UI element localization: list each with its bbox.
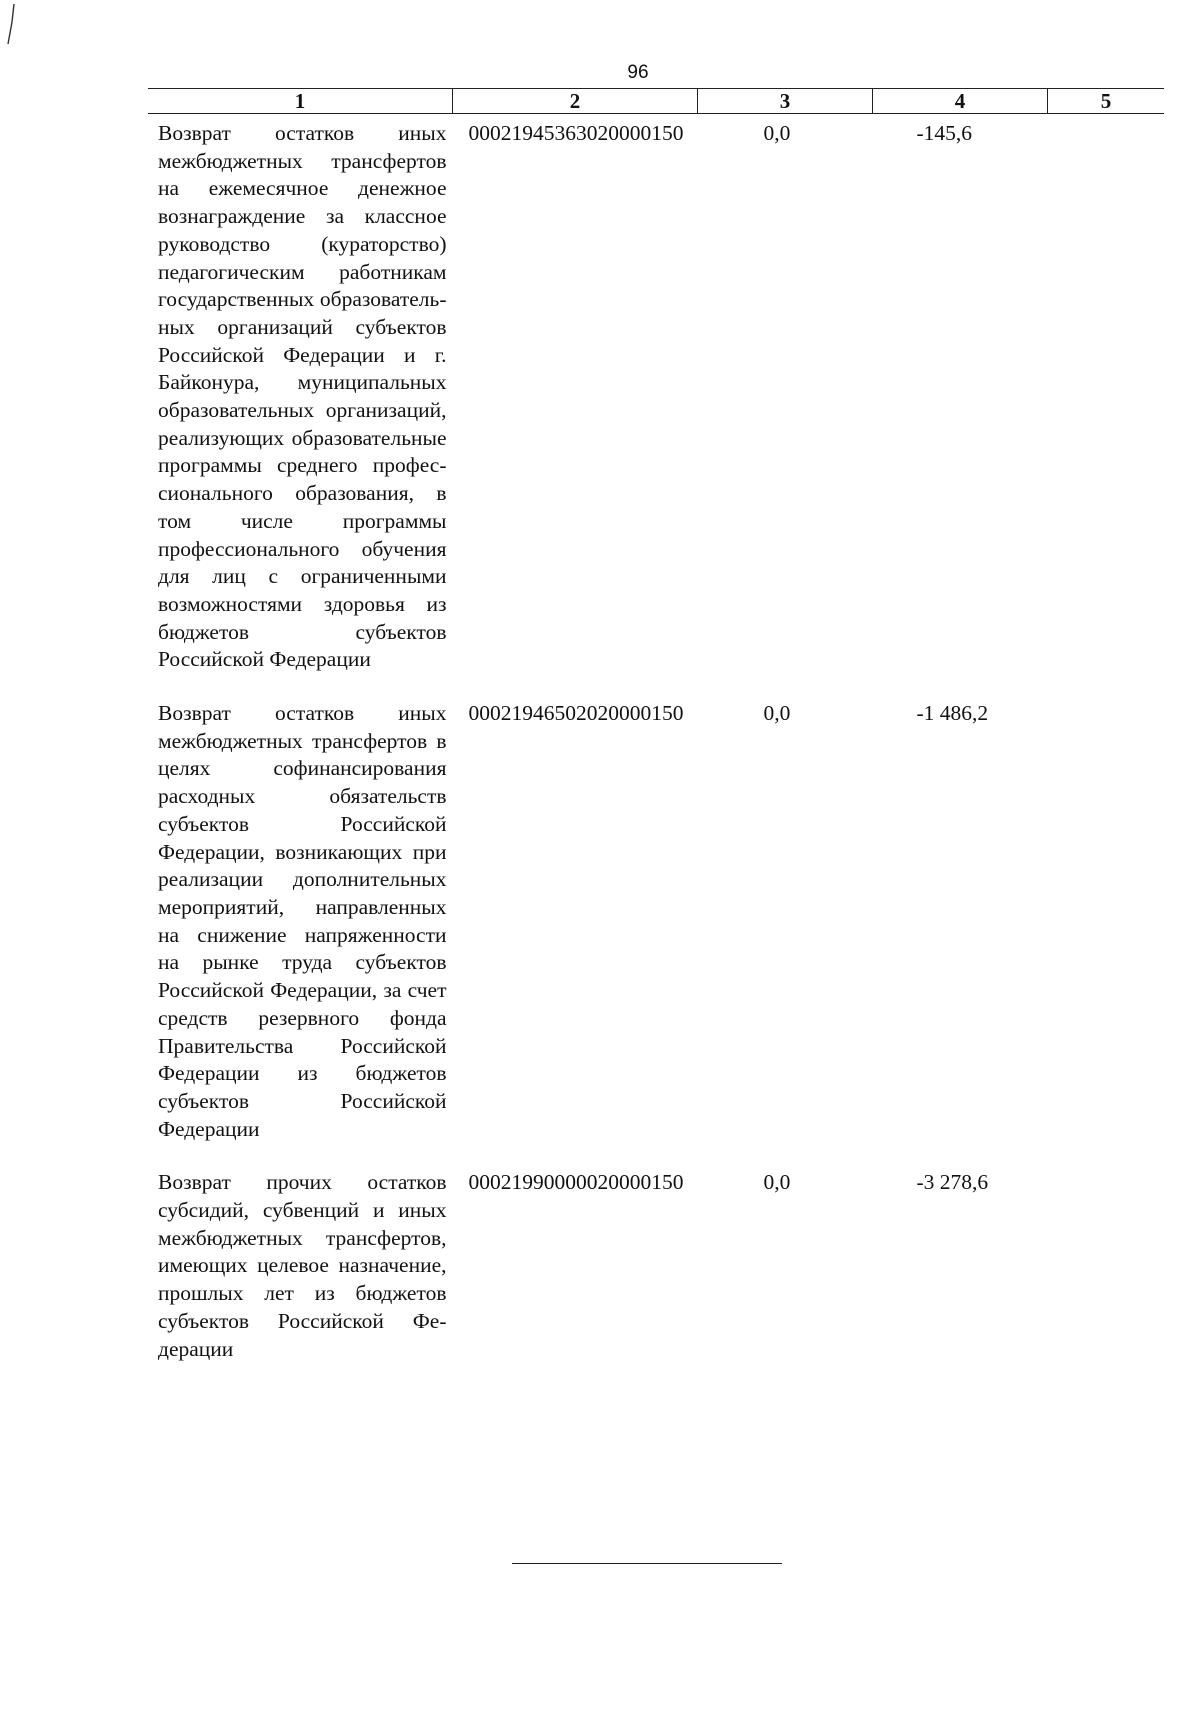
row-description: Возврат прочих остатков субсидий, субвенций и иных межбюджетных трансфертов, имеющих целевое назначение, прошлых лет из бюджетов субъектов Российской Федерации [158, 1170, 447, 1361]
row-value-col4: -1 486,2 [916, 701, 989, 726]
row-value-col5 [1048, 1163, 1165, 1383]
column-header-2: 2 [453, 89, 698, 114]
row-value-col3: 0,0 [763, 701, 791, 726]
column-header-5: 5 [1048, 89, 1165, 114]
row-value-col3: 0,0 [763, 121, 791, 145]
footer-rule [512, 1563, 782, 1564]
row-code: 00021990000020000150 [468, 1170, 684, 1195]
row-value-col5 [1048, 694, 1165, 1163]
column-header-3: 3 [698, 89, 873, 114]
page-number: 96 [627, 62, 649, 83]
table-row [148, 1163, 1164, 1383]
scan-edge-mark [2, 0, 18, 60]
row-value-col5 [1048, 114, 1165, 695]
budget-table [148, 88, 1164, 1383]
table-row [148, 694, 1164, 1163]
row-description: Возврат остатков иных межбюджетных трансфертов на ежемесячное денежное вознаграждение за классное руководство (кураторство) педагогическим работникам государственных образовательных организаций субъектов Российской Федерации и г. Байконура, муниципальных образовательных организаций, реализующих образовательные программы среднего профессионального образования, в том числе программы профессионального обучения для лиц с ограниченными возможностями здоровья из бюджетов субъектов Российской Федерации [158, 121, 447, 672]
row-value-col3: 0,0 [763, 1170, 791, 1195]
column-header-4: 4 [873, 89, 1048, 114]
row-code: 00021946502020000150 [468, 701, 684, 726]
row-value-col4: -3 278,6 [916, 1170, 989, 1195]
table-row [148, 114, 1164, 695]
row-description: Возврат остатков иных межбюджетных трансфертов в целях софинансирования расходных обязательств субъектов Российской Федерации, возникающих при реализации дополнительных мероприятий, направленных на снижение напряженности на рынке труда субъектов Российской Федерации, за счет средств резервного фонда Правительства Российской Федерации из бюджетов субъектов Российской Федерации [158, 701, 447, 1141]
row-code: 00021945363020000150 [468, 121, 684, 145]
column-header-1: 1 [148, 89, 453, 114]
row-value-col4: -145,6 [916, 121, 973, 145]
table-header-row [148, 89, 1164, 114]
